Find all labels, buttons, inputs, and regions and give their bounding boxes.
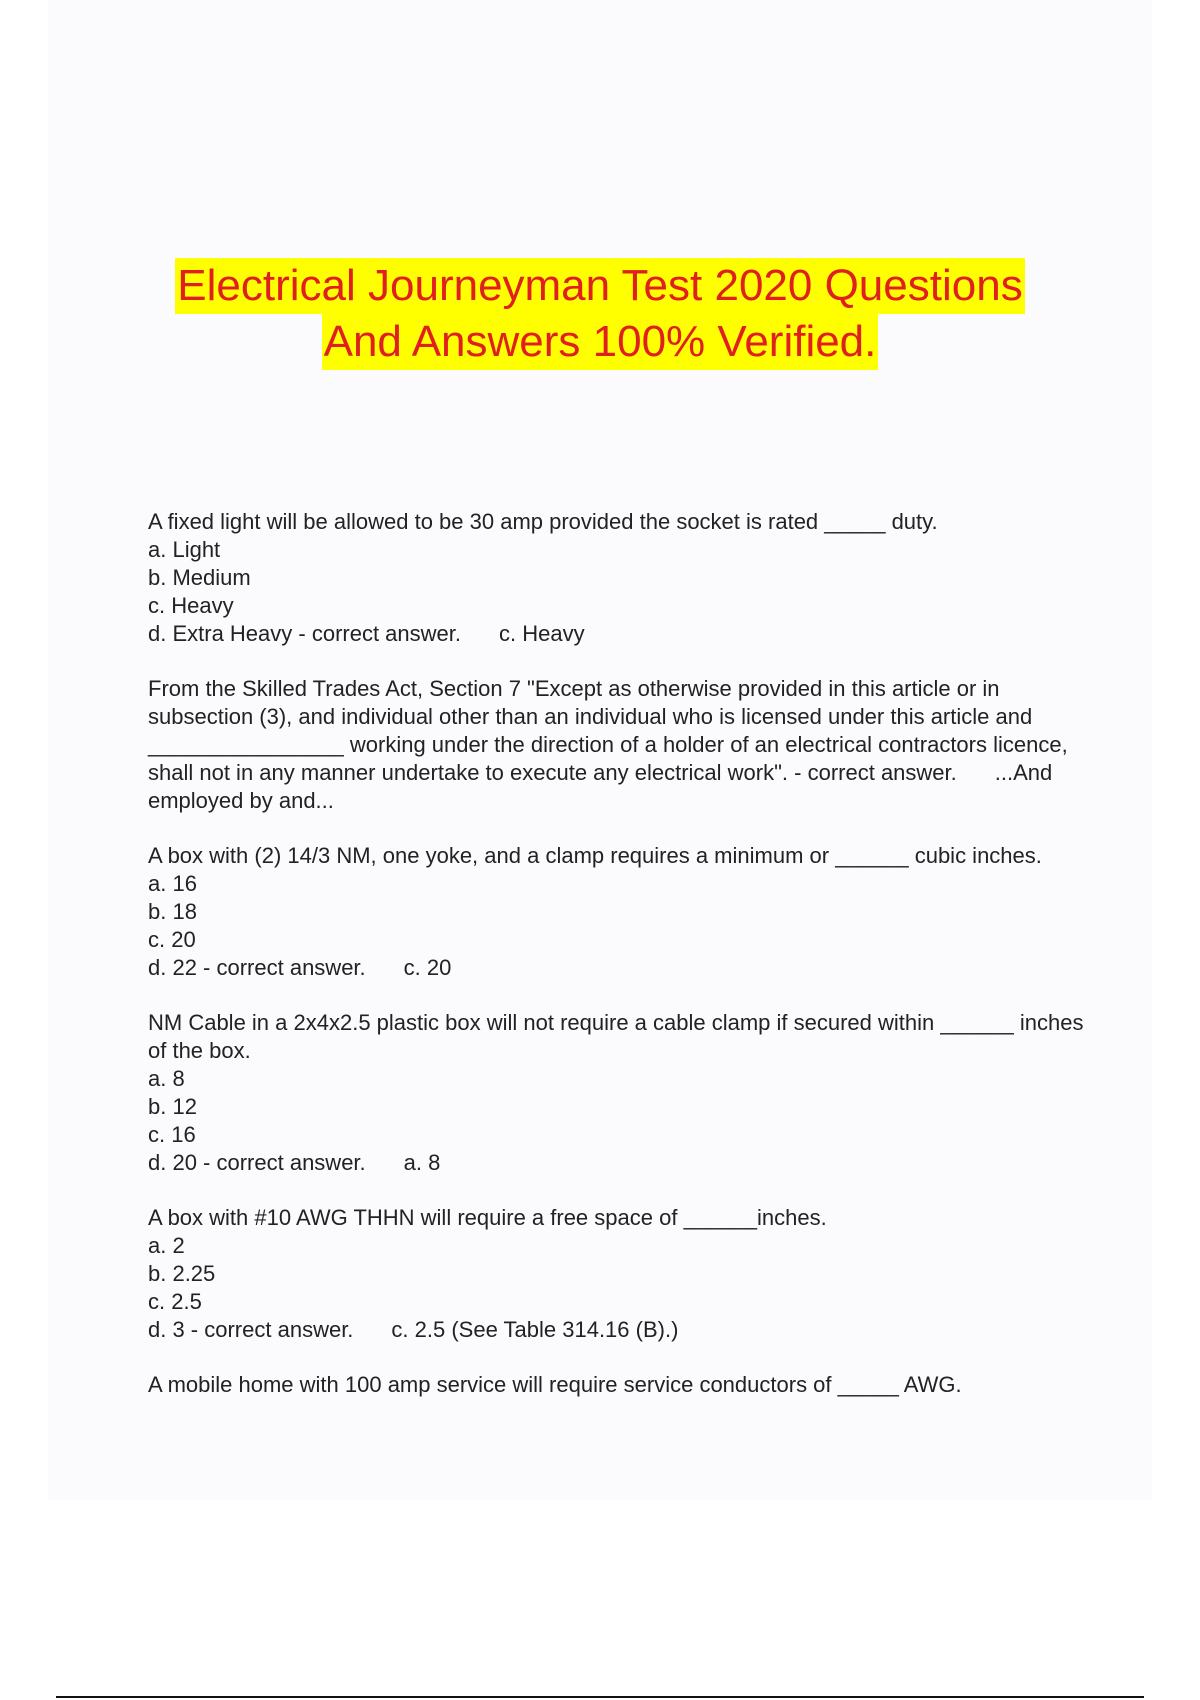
option-c: c. 20 — [148, 927, 196, 952]
option-a: a. 8 — [148, 1066, 185, 1091]
question-stem: A fixed light will be allowed to be 30 amp provided the socket is rated _____ duty. — [148, 509, 938, 534]
footer-divider — [56, 1696, 1144, 1698]
option-b: b. 2.25 — [148, 1261, 216, 1286]
option-a: a. 2 — [148, 1233, 185, 1258]
question-2 — [148, 675, 1098, 815]
question-stem: A box with #10 AWG THHN will require a free space of ______inches. — [148, 1205, 827, 1230]
correct-answer: a. 8 — [403, 1150, 441, 1175]
question-4 — [148, 1009, 1098, 1177]
question-6 — [148, 1371, 1098, 1399]
answer-line — [148, 954, 1098, 982]
question-stem: NM Cable in a 2x4x2.5 plastic box will not require a cable clamp if secured within ______ inches of the box. — [148, 1010, 1084, 1063]
title-line-2: And Answers 100% Verified. — [322, 314, 879, 370]
option-c: c. 2.5 — [148, 1289, 202, 1314]
option-d: d. 20 - correct answer. — [148, 1150, 366, 1175]
answer-line — [148, 620, 1098, 648]
question-5 — [148, 1204, 1098, 1344]
question-1 — [148, 508, 1098, 648]
option-b: b. 18 — [148, 899, 197, 924]
question-stem: A box with (2) 14/3 NM, one yoke, and a clamp requires a minimum or ______ cubic inches. — [148, 843, 1042, 868]
option-d: d. 3 - correct answer. — [148, 1317, 354, 1342]
correct-answer: ...And employed by and... — [148, 760, 1053, 813]
option-b: b. Medium — [148, 565, 251, 590]
option-a: a. 16 — [148, 871, 197, 896]
option-c: c. Heavy — [148, 593, 234, 618]
option-b: b. 12 — [148, 1094, 197, 1119]
answer-line — [148, 1316, 1098, 1344]
document-title — [0, 258, 1200, 370]
option-d: d. 22 - correct answer. — [148, 955, 366, 980]
answer-line — [148, 1149, 1098, 1177]
correct-answer: c. 2.5 (See Table 314.16 (B).) — [391, 1317, 679, 1342]
option-a: a. Light — [148, 537, 221, 562]
correct-answer: c. 20 — [403, 955, 452, 980]
title-line-1: Electrical Journeyman Test 2020 Questions — [175, 258, 1024, 314]
question-3 — [148, 842, 1098, 982]
question-stem — [148, 675, 1098, 815]
question-list — [148, 508, 1098, 1426]
correct-answer: c. Heavy — [499, 621, 585, 646]
option-c: c. 16 — [148, 1122, 196, 1147]
question-text: From the Skilled Trades Act, Section 7 "Except as otherwise provided in this article or in subsection (3), and individual other than an individual who is licensed under this article and ________________ working under the direction of a holder of an electrical contractors licence, shall not in any manner undertake to execute any electrical work". - correct answer. — [148, 676, 1068, 785]
option-d: d. Extra Heavy - correct answer. — [148, 621, 461, 646]
question-stem: A mobile home with 100 amp service will require service conductors of _____ AWG. — [148, 1372, 962, 1397]
